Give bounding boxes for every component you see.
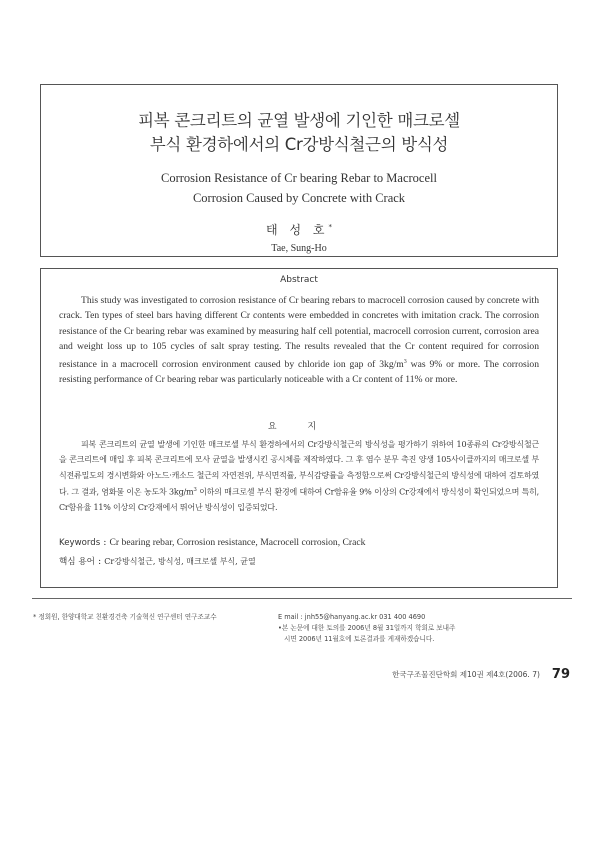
english-title-line-1: Corrosion Resistance of Cr bearing Rebar to Macrocell (161, 171, 437, 185)
author-korean (41, 221, 557, 238)
english-title-line-2: Corrosion Caused by Concrete with Crack (192, 191, 406, 205)
discussion-notice-line-1: •본 논문에 대한 토의를 2006년 8월 31일까지 학회로 보내주 (278, 624, 456, 632)
abstract-text-end: was 9% or more. The corrosion resisting performance of Cr bearing rebar was particularly noticeable with a Cr content of 11% or more. (59, 358, 539, 386)
email-line: E mail : jnh55@hanyang.ac.kr 031 400 4690 (278, 613, 426, 621)
summary-text-end: 이하의 매크로셀 부식 환경에 대하여 Cr함유율 9% 이상의 Cr강재에서 방식성이 확인되었으며 특히, Cr함유율 11% 이상의 Cr강재에서 뛰어난 방식성이 입증되었다. (59, 487, 540, 513)
contact-footnote (278, 612, 574, 645)
author-english: Tae, Sung-Ho (271, 243, 327, 254)
abstract-box (40, 268, 558, 588)
keywords-korean: 핵심 용어 : Cr강방식철근, 방식성, 매크로셀 부식, 균열 (59, 556, 256, 567)
page-footer (392, 667, 570, 682)
page-number: 79 (551, 667, 570, 682)
korean-title (41, 109, 557, 157)
keywords-value: Cr bearing rebar, Corrosion resistance, Macrocell corrosion, Crack (109, 537, 366, 548)
keywords-korean-value: Cr강방식철근, 방식성, 매크로셀 부식, 균열 (104, 557, 256, 566)
keywords-label: Keywords (59, 538, 101, 548)
summary-superscript: 3 (193, 487, 197, 494)
footnote-divider (32, 598, 572, 599)
discussion-notice-line-2: 시면 2006년 11월호에 토론결과를 게재하겠습니다. (284, 635, 435, 643)
abstract-text (59, 293, 539, 388)
english-title (41, 168, 557, 208)
author-footnote-mark: * (328, 223, 332, 231)
author-korean-name: 태 성 호 (266, 223, 329, 237)
abstract-superscript: 3 (403, 358, 407, 365)
summary-text-main: 피복 콘크리트의 균열 발생에 기인한 매크로셀 부식 환경하에서의 Cr강방식철근의 방식성을 평가하기 위하여 10종류의 Cr강방식철근을 콘크리트에 매입 후 피복 콘크리트에 모사 균열을 발생시킨 공시체를 제작하였다. 그 후 염수 분무 촉진 양생 105사이클까지의 매크로셀 부식전류밀도의 경시변화와 아노드·캐소드 철근의 자연전위, 부식면적률, 부식감량률을 측정함으로써 Cr강방식철근의 방식성에 대하여 검토하였다. 그 결과, 염화물 이온 농도차 3kg/m (59, 440, 539, 497)
korean-title-line-2: 부식 환경하에서의 Cr강방식철근의 방식성 (149, 135, 449, 154)
journal-citation: 한국구조물진단학회 제10권 제4호(2006. 7) (392, 670, 540, 679)
abstract-text-main: This study was investigated to corrosion resistance of Cr bearing rebars to macrocell corrosion caused by concrete with crack. Ten types of steel bars having different Cr contents were embedded in concretes with imitation crack. The corrosion resistance of the Cr bearing rebar was examined by measuring half cell potential, macrocell corrosion current, corrosion area and weight loss up to 105 cycles of salt spray testing. The results revealed that the Cr content required for corrosion resistance in a macrocell corrosion environment caused by chloride ion gap of 3kg/m (59, 295, 539, 370)
summary-text (59, 437, 539, 516)
abstract-heading: Abstract (280, 275, 318, 285)
author-affiliation-footnote: * 정회원, 한양대학교 친환경건축 기술혁신 연구센터 연구조교수 (33, 613, 217, 621)
keywords-korean-label: 핵심 용어 (59, 557, 95, 567)
title-block (40, 84, 558, 257)
keywords-english: Keywords : Cr bearing rebar, Corrosion resistance, Macrocell corrosion, Crack (59, 537, 366, 548)
summary-heading: 요 지 (267, 422, 331, 432)
korean-title-line-1: 피복 콘크리트의 균열 발생에 기인한 매크로셀 (138, 111, 460, 130)
